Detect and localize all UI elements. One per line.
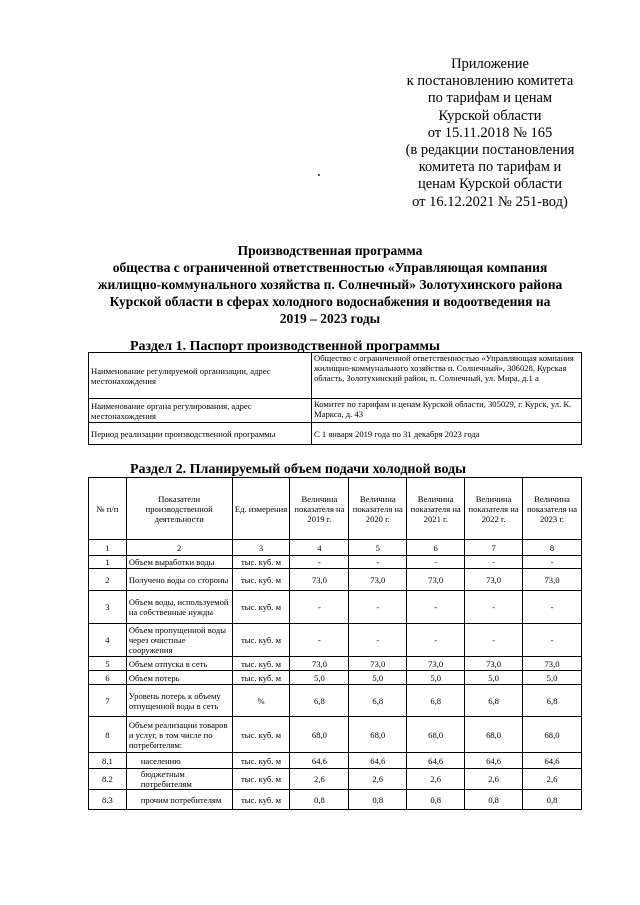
value-cell: 5,0: [523, 671, 582, 685]
value-cell: 73,0: [523, 657, 582, 671]
value-cell: 73,0: [290, 569, 349, 591]
value-cell: 5,0: [465, 671, 523, 685]
appendix-line: к постановлению комитета: [406, 73, 574, 90]
value-cell: -: [465, 624, 523, 657]
value-cell: -: [349, 624, 407, 657]
appendix-line: от 15.11.2018 № 165: [427, 124, 553, 141]
row-number: 8: [89, 717, 127, 753]
value-cell: -: [407, 624, 465, 657]
unit-cell: тыс. куб. м: [232, 753, 290, 769]
volume-table: [88, 477, 582, 810]
appendix-line: (в редакции постановления: [405, 142, 575, 159]
scan-dot: [318, 174, 320, 176]
value-cell: 2,6: [349, 769, 407, 790]
title-line: 2019 – 2023 годы: [279, 311, 381, 326]
column-header: Величина показателя на 2019 г.: [290, 478, 349, 540]
value-cell: 68,0: [349, 717, 407, 753]
value-cell: 0,8: [290, 790, 349, 810]
value-cell: 64,6: [407, 753, 465, 769]
appendix-line: Курской области: [438, 107, 542, 124]
row-number: 8.3: [89, 790, 127, 810]
document-title: [80, 242, 580, 327]
value-cell: 0,8: [523, 790, 582, 810]
value-cell: -: [407, 556, 465, 569]
value-cell: 6,8: [465, 685, 523, 717]
value-cell: -: [290, 624, 349, 657]
indicator-name: Объем пропущенной воды через очистные сооружения: [126, 624, 232, 657]
appendix-line: Приложение: [451, 56, 529, 72]
unit-cell: тыс. куб. м: [232, 569, 290, 591]
appendix-line: по тарифам и ценам: [427, 90, 553, 107]
title-line: общества с ограниченной ответственностью «Управляющая компания: [112, 260, 548, 275]
value-cell: 64,6: [465, 753, 523, 769]
indicator-name: населению: [126, 753, 232, 769]
appendix-block: [390, 56, 590, 211]
table-row: [89, 569, 582, 591]
value-cell: -: [523, 591, 582, 624]
value-cell: 6,8: [349, 685, 407, 717]
row-number: 8.2: [89, 769, 127, 790]
value-cell: -: [407, 591, 465, 624]
value-cell: 2,6: [523, 769, 582, 790]
value-cell: 73,0: [407, 569, 465, 591]
value-cell: 73,0: [349, 657, 407, 671]
section2-heading: Раздел 2. Планируемый объем подачи холодной воды: [130, 462, 467, 477]
unit-cell: тыс. куб. м: [232, 790, 290, 810]
column-number: 7: [465, 540, 523, 556]
title-line: жилищно-коммунального хозяйства п. Солнечный» Золотухинского района: [97, 277, 563, 292]
column-header: Величина показателя на 2020 г.: [349, 478, 407, 540]
value-cell: 73,0: [465, 569, 523, 591]
unit-cell: %: [232, 685, 290, 717]
column-number: 6: [407, 540, 465, 556]
indicator-name: Уровень потерь к объему отпущенной воды в сеть: [126, 685, 232, 717]
row-number: 8.1: [89, 753, 127, 769]
unit-cell: тыс. куб. м: [232, 717, 290, 753]
table-header-row: [89, 478, 582, 540]
value-cell: -: [523, 624, 582, 657]
column-header: № п/п: [89, 478, 127, 540]
indicator-name: бюджетным потребителям: [126, 769, 232, 790]
indicator-name: Объем потерь: [126, 671, 232, 685]
value-cell: 0,8: [465, 790, 523, 810]
row-number: 4: [89, 624, 127, 657]
indicator-name: Объем реализации товаров и услуг, в том числе по потребителям:: [126, 717, 232, 753]
value-cell: 68,0: [290, 717, 349, 753]
row-number: 5: [89, 657, 127, 671]
unit-cell: тыс. куб. м: [232, 671, 290, 685]
indicator-name: прочим потребителям: [126, 790, 232, 810]
table-row: [89, 769, 582, 790]
table-row: [89, 657, 582, 671]
column-number: 3: [232, 540, 290, 556]
table-row: [89, 624, 582, 657]
value-cell: 73,0: [465, 657, 523, 671]
value-cell: -: [290, 591, 349, 624]
appendix-line: ценам Курской области: [417, 176, 563, 193]
column-header: Величина показателя на 2023 г.: [523, 478, 582, 540]
appendix-line: от 16.12.2021 № 251-вод): [412, 193, 568, 210]
passport-label: Наименование органа регулирования, адрес местонахождения: [89, 399, 312, 423]
table-row: [89, 790, 582, 810]
value-cell: 73,0: [523, 569, 582, 591]
value-cell: 73,0: [349, 569, 407, 591]
value-cell: 64,6: [349, 753, 407, 769]
value-cell: -: [465, 556, 523, 569]
title-line: Производственная программа: [237, 243, 423, 258]
column-number: 1: [89, 540, 127, 556]
title-line: Курской области в сферах холодного водоснабжения и водоотведения на: [109, 294, 551, 309]
passport-value: Комитет по тарифам и ценам Курской области, 305029, г. Курск, ул. К. Маркса, д. 43: [312, 399, 582, 423]
value-cell: 6,8: [290, 685, 349, 717]
value-cell: 2,6: [407, 769, 465, 790]
passport-label: Период реализации производственной программы: [89, 423, 312, 445]
value-cell: 0,8: [349, 790, 407, 810]
row-number: 2: [89, 569, 127, 591]
value-cell: 68,0: [407, 717, 465, 753]
row-number: 7: [89, 685, 127, 717]
value-cell: 68,0: [523, 717, 582, 753]
unit-cell: тыс. куб. м: [232, 591, 290, 624]
value-cell: -: [349, 591, 407, 624]
value-cell: 6,8: [523, 685, 582, 717]
column-number: 8: [523, 540, 582, 556]
indicator-name: Объем выработки воды: [126, 556, 232, 569]
passport-value: Общество с ограниченной ответственностью «Управляющая компания жилищно-коммунального хозяйства п. Солнечный», 306028, Курская область, Золотухинский район, п. Солнечный, ул. Мира, д.1 а: [312, 353, 582, 399]
column-header: Показатели производственной деятельности: [126, 478, 232, 540]
value-cell: 64,6: [290, 753, 349, 769]
table-row: [89, 671, 582, 685]
value-cell: 64,6: [523, 753, 582, 769]
unit-cell: тыс. куб. м: [232, 769, 290, 790]
passport-value: С 1 января 2019 года по 31 декабря 2023 года: [312, 423, 582, 445]
value-cell: 2,6: [290, 769, 349, 790]
table-row: [89, 556, 582, 569]
table-row: [89, 753, 582, 769]
table-row: [89, 353, 582, 399]
row-number: 6: [89, 671, 127, 685]
value-cell: 68,0: [465, 717, 523, 753]
unit-cell: тыс. куб. м: [232, 556, 290, 569]
section1-heading: Раздел 1. Паспорт производственной программы: [130, 339, 440, 354]
value-cell: 6,8: [407, 685, 465, 717]
indicator-name: Объем воды, используемой на собственные нужды: [126, 591, 232, 624]
value-cell: 0,8: [407, 790, 465, 810]
appendix-line: комитета по тарифам и: [418, 159, 562, 176]
value-cell: -: [349, 556, 407, 569]
value-cell: 73,0: [290, 657, 349, 671]
indicator-name: Объем отпуска в сеть: [126, 657, 232, 671]
column-number-row: [89, 540, 582, 556]
value-cell: 5,0: [290, 671, 349, 685]
column-number: 5: [349, 540, 407, 556]
passport-label: Наименование регулируемой организации, адрес местонахождения: [89, 353, 312, 399]
table-row: [89, 591, 582, 624]
column-header: Ед. измерения: [232, 478, 290, 540]
column-header: Величина показателя на 2022 г.: [465, 478, 523, 540]
table-row: [89, 717, 582, 753]
value-cell: 2,6: [465, 769, 523, 790]
column-number: 4: [290, 540, 349, 556]
column-header: Величина показателя на 2021 г.: [407, 478, 465, 540]
row-number: 3: [89, 591, 127, 624]
value-cell: 5,0: [407, 671, 465, 685]
value-cell: -: [290, 556, 349, 569]
table-row: [89, 399, 582, 423]
unit-cell: тыс. куб. м: [232, 624, 290, 657]
value-cell: 73,0: [407, 657, 465, 671]
column-number: 2: [126, 540, 232, 556]
unit-cell: тыс. куб. м: [232, 657, 290, 671]
value-cell: -: [465, 591, 523, 624]
table-row: [89, 423, 582, 445]
value-cell: 5,0: [349, 671, 407, 685]
passport-table: [88, 352, 582, 445]
value-cell: -: [523, 556, 582, 569]
row-number: 1: [89, 556, 127, 569]
indicator-name: Получено воды со стороны: [126, 569, 232, 591]
table-row: [89, 685, 582, 717]
